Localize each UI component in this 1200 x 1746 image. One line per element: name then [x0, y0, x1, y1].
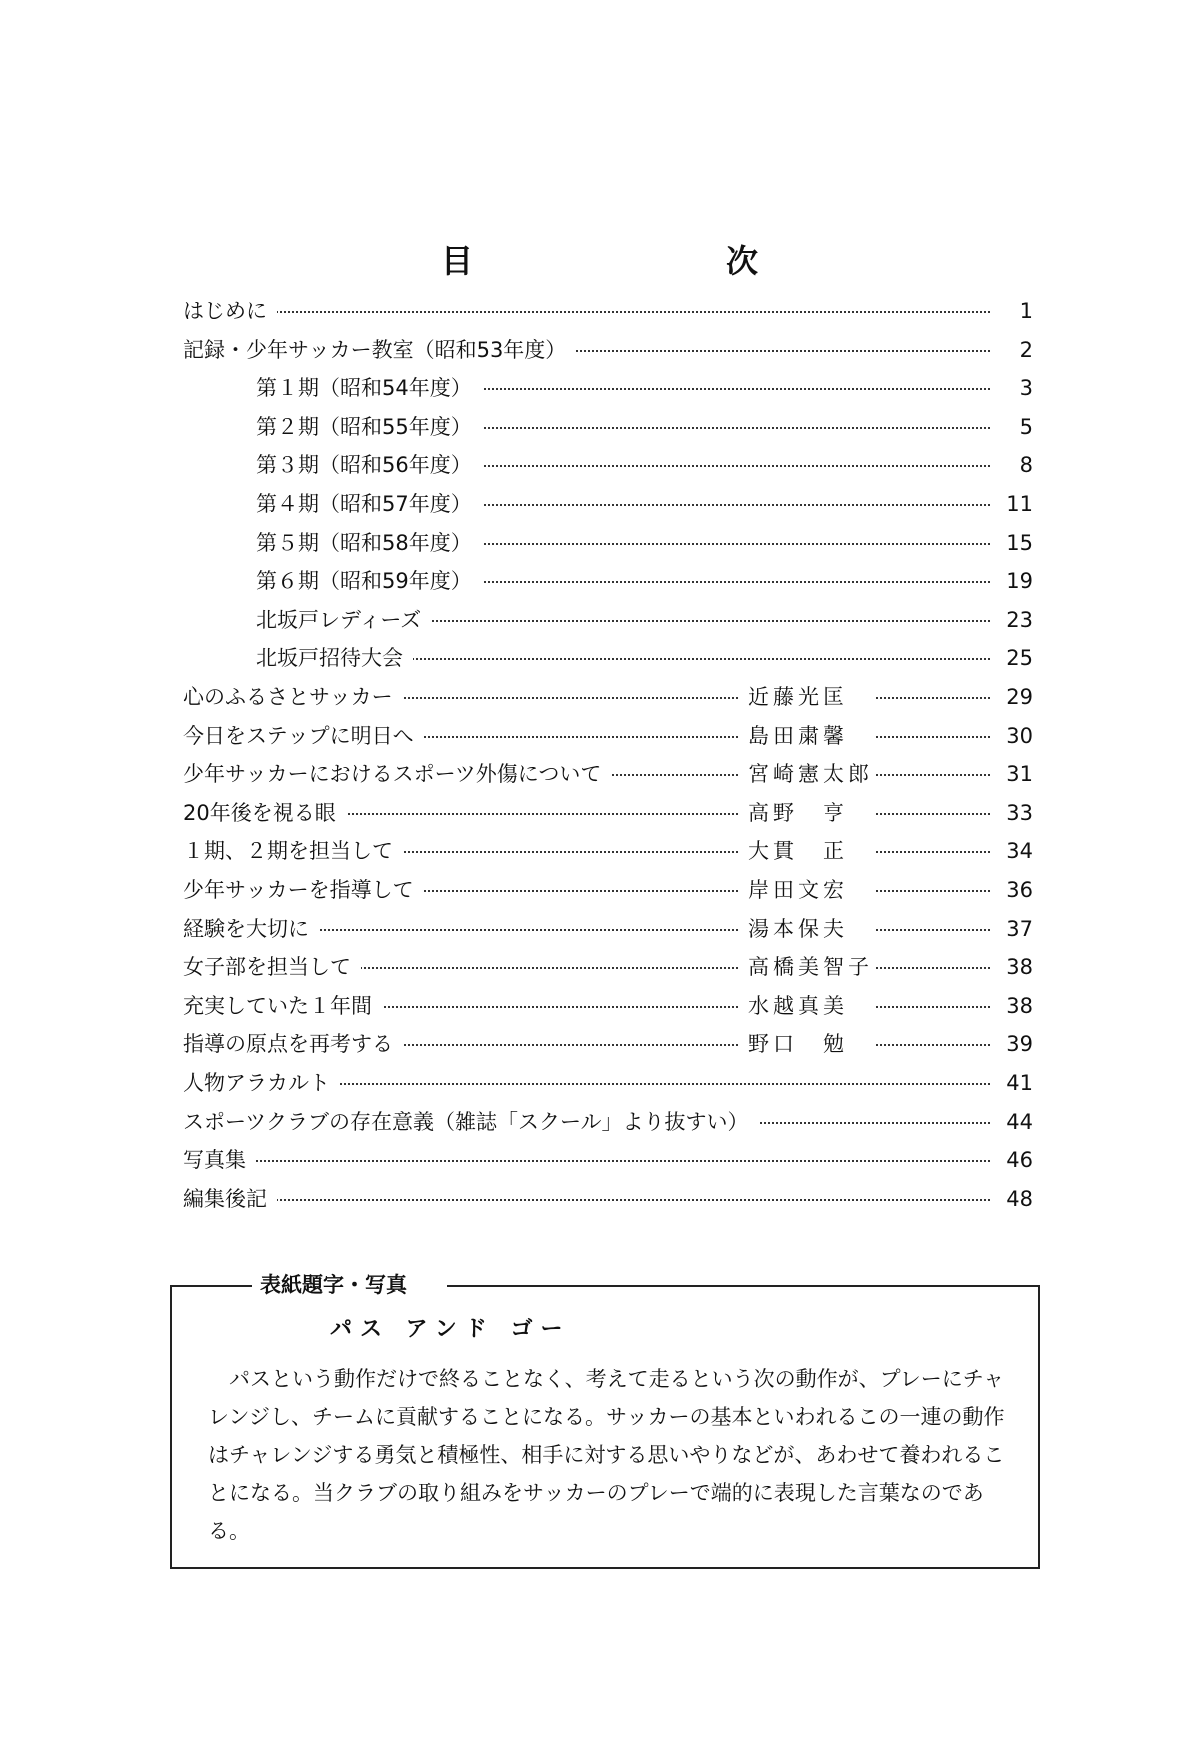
toc-label: スポーツクラブの存在意義（雑誌「スクール」より抜すい）: [183, 1103, 759, 1141]
toc-row[interactable]: [0, 639, 1200, 677]
toc-page-number: 38: [1006, 993, 1033, 1018]
toc-page-number: 39: [1006, 1032, 1033, 1057]
toc-label: 少年サッカーを指導して: [183, 871, 424, 909]
toc-row[interactable]: [0, 717, 1200, 755]
toc-page-number: 15: [1006, 530, 1033, 555]
toc-page-number: 3: [1019, 376, 1033, 401]
toc-page-number: 41: [1006, 1071, 1033, 1095]
toc-row[interactable]: [0, 948, 1200, 986]
toc-row[interactable]: [0, 601, 1200, 639]
toc-page-number: 36: [1006, 878, 1033, 902]
toc-label: 指導の原点を再考する: [183, 1025, 403, 1063]
toc-label: 人物アラカルト: [183, 1064, 340, 1102]
toc-row[interactable]: [0, 408, 1200, 446]
toc-label: 少年サッカーにおけるスポーツ外傷について: [183, 755, 611, 793]
toc-label: はじめに: [183, 292, 277, 330]
toc-page-number: 46: [1006, 1148, 1033, 1173]
toc-label: 女子部を担当して: [183, 948, 361, 986]
toc-label: 第２期（昭和55年度）: [256, 408, 482, 446]
toc-row[interactable]: [0, 910, 1200, 948]
toc-label: 編集後記: [183, 1180, 277, 1218]
toc-row[interactable]: [0, 871, 1200, 909]
toc-page-number: 33: [1006, 800, 1033, 825]
toc-row[interactable]: [0, 678, 1200, 716]
toc-row[interactable]: [0, 832, 1200, 870]
title-char-2: 次: [726, 242, 759, 280]
box-top-border-left: [170, 1285, 252, 1287]
toc-label: 北坂戸招待大会: [256, 639, 413, 677]
toc-row[interactable]: [0, 1103, 1200, 1141]
toc-page-number: 1: [1019, 299, 1033, 323]
box-body-text: パスという動作だけで終ることなく、考えて走るという次の動作が、プレーにチャレンジし、チームに貢献することになる。サッカーの基本といわれるこの一連の動作はチャレンジする勇気と積極性、相手に対する思いやりなどが、あわせて養われることになる。当クラブの取り組みをサッカーのプレーで端的に表現した言葉なのである。: [208, 1367, 1005, 1543]
box-heading: 表紙題字・写真: [260, 1273, 407, 1297]
toc-page-number: 30: [1006, 723, 1033, 748]
toc-row[interactable]: [0, 524, 1200, 562]
toc-label: 心のふるさとサッカー: [183, 678, 403, 716]
toc-page-number: 23: [1006, 607, 1033, 632]
toc-row[interactable]: [0, 485, 1200, 523]
toc-author: 近藤光匡: [740, 678, 876, 716]
toc-page-number: 48: [1006, 1186, 1033, 1211]
toc-row[interactable]: [0, 1141, 1200, 1179]
toc-label: 充実していた１年間: [183, 987, 382, 1025]
toc-label: １期、２期を担当して: [183, 832, 403, 870]
toc-row[interactable]: [0, 987, 1200, 1025]
toc-page-number: 8: [1019, 453, 1033, 478]
toc-row[interactable]: [0, 369, 1200, 407]
toc-label: 第１期（昭和54年度）: [256, 369, 482, 407]
toc-row[interactable]: [0, 292, 1200, 330]
toc-label: 今日をステップに明日へ: [183, 717, 424, 755]
toc-author: 宮崎憲太郎: [740, 755, 876, 793]
toc-label: 写真集: [183, 1141, 256, 1179]
toc-row[interactable]: [0, 1180, 1200, 1218]
title-char-1: 目: [441, 242, 474, 280]
toc-page-number: 37: [1006, 916, 1033, 941]
toc-page-number: 19: [1006, 569, 1033, 594]
toc-page-number: 11: [1006, 492, 1033, 516]
toc-label: 第３期（昭和56年度）: [256, 446, 482, 484]
toc-row[interactable]: [0, 1025, 1200, 1063]
toc-label: 第６期（昭和59年度）: [256, 562, 482, 600]
toc-page-number: 25: [1006, 646, 1033, 671]
toc-page-number: 44: [1006, 1109, 1033, 1134]
toc-row[interactable]: [0, 446, 1200, 484]
toc-author: 島田粛馨: [740, 717, 876, 755]
toc-author: 高野 亨: [740, 794, 876, 832]
toc-leader-dots: [183, 311, 990, 313]
toc-row[interactable]: [0, 755, 1200, 793]
toc-row[interactable]: [0, 331, 1200, 369]
toc-page-number: 29: [1006, 685, 1033, 709]
toc-label: 20年後を視る眼: [183, 794, 346, 832]
page-title: [0, 236, 1200, 286]
toc-label: 北坂戸レディーズ: [256, 601, 431, 639]
toc-leader-dots: [183, 1199, 990, 1201]
toc-author: 大貫 正: [740, 832, 876, 870]
toc-page-number: 38: [1006, 955, 1033, 980]
toc-row[interactable]: [0, 794, 1200, 832]
toc-page-number: 2: [1019, 337, 1033, 362]
toc-leader-dots: [183, 1160, 990, 1162]
toc-label: 第４期（昭和57年度）: [256, 485, 482, 523]
box-subtitle: パス アンド ゴー: [330, 1317, 571, 1342]
toc-author: 野口 勉: [740, 1025, 876, 1063]
toc-author: 水越真美: [740, 987, 876, 1025]
toc-page-number: 5: [1019, 414, 1033, 439]
toc-label: 第５期（昭和58年度）: [256, 524, 482, 562]
toc-author: 湯本保夫: [740, 910, 876, 948]
toc-author: 高橋美智子: [740, 948, 876, 986]
toc-label: 記録・少年サッカー教室（昭和53年度）: [183, 331, 576, 369]
toc-author: 岸田文宏: [740, 871, 876, 909]
toc-page-number: 31: [1006, 762, 1033, 787]
toc-label: 経験を大切に: [183, 910, 319, 948]
toc-row[interactable]: [0, 1064, 1200, 1102]
toc-page-number: 34: [1006, 839, 1033, 864]
box-top-border-right: [447, 1285, 1038, 1287]
toc-row[interactable]: [0, 562, 1200, 600]
